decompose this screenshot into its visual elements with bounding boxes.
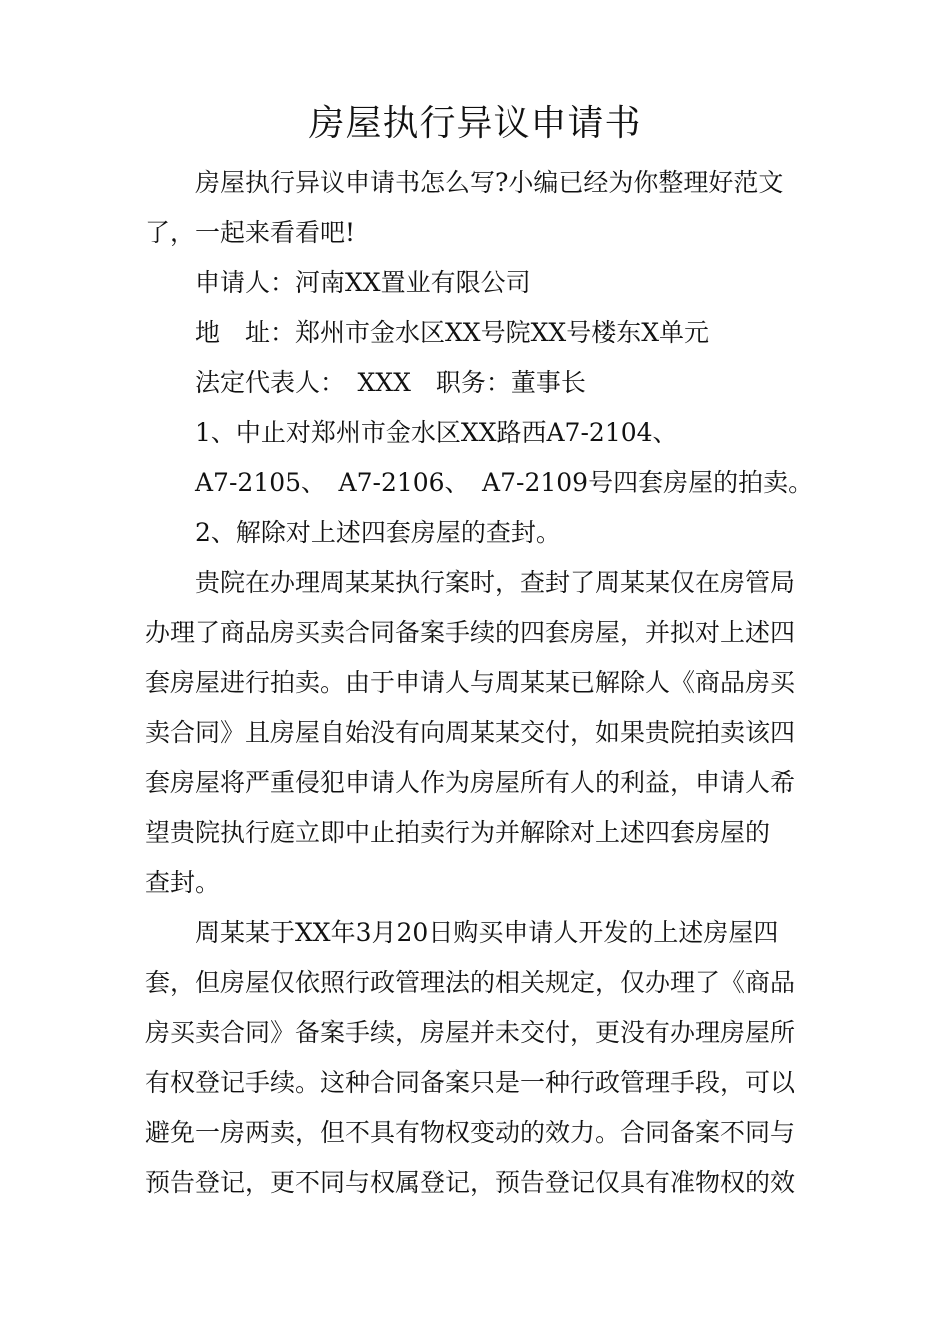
request-1-line-2: A7-2105、 A7-2106、 A7-2109号四套房屋的拍卖。 [195,468,814,497]
intro-line-1: 房屋执行异议申请书怎么写?小编已经为你整理好范文 [195,168,784,197]
paragraph-1-line-3: 套房屋进行拍卖。由于申请人与周某某已解除人《商品房买 [145,668,796,697]
paragraph-1-line-4: 卖合同》且房屋自始没有向周某某交付，如果贵院拍卖该四 [145,718,796,747]
request-2-line: 2、解除对上述四套房屋的查封。 [195,518,561,547]
paragraph-2-line-6: 预告登记，更不同与权属登记，预告登记仅具有准物权的效 [145,1168,796,1197]
document-title: 房屋执行异议申请书 [308,103,642,144]
address-line: 地 址：郑州市金水区XX号院XX号楼东X单元 [195,318,709,347]
legal-representative-line: 法定代表人： XXX 职务：董事长 [195,368,586,397]
paragraph-2-line-5: 避免一房两卖，但不具有物权变动的效力。合同备案不同与 [145,1118,796,1147]
intro-line-2: 了，一起来看看吧! [145,218,356,247]
paragraph-1-line-5: 套房屋将严重侵犯申请人作为房屋所有人的利益，申请人希 [145,768,796,797]
paragraph-1-line-7: 查封。 [145,868,221,897]
paragraph-1-line-1: 贵院在办理周某某执行案时，查封了周某某仅在房管局 [195,568,796,597]
applicant-line: 申请人：河南XX置业有限公司 [195,268,531,297]
paragraph-2-line-1: 周某某于XX年3月20日购买申请人开发的上述房屋四 [195,918,779,947]
paragraph-2-line-3: 房买卖合同》备案手续，房屋并未交付，更没有办理房屋所 [145,1018,796,1047]
paragraph-2-line-4: 有权登记手续。这种合同备案只是一种行政管理手段，可以 [145,1068,796,1097]
request-1-line-1: 1、中止对郑州市金水区XX路西A7-2104、 [195,418,678,447]
paragraph-1-line-6: 望贵院执行庭立即中止拍卖行为并解除对上述四套房屋的 [145,818,771,847]
paragraph-1-line-2: 办理了商品房买卖合同备案手续的四套房屋，并拟对上述四 [145,618,796,647]
paragraph-2-line-2: 套，但房屋仅依照行政管理法的相关规定，仅办理了《商品 [145,968,796,997]
